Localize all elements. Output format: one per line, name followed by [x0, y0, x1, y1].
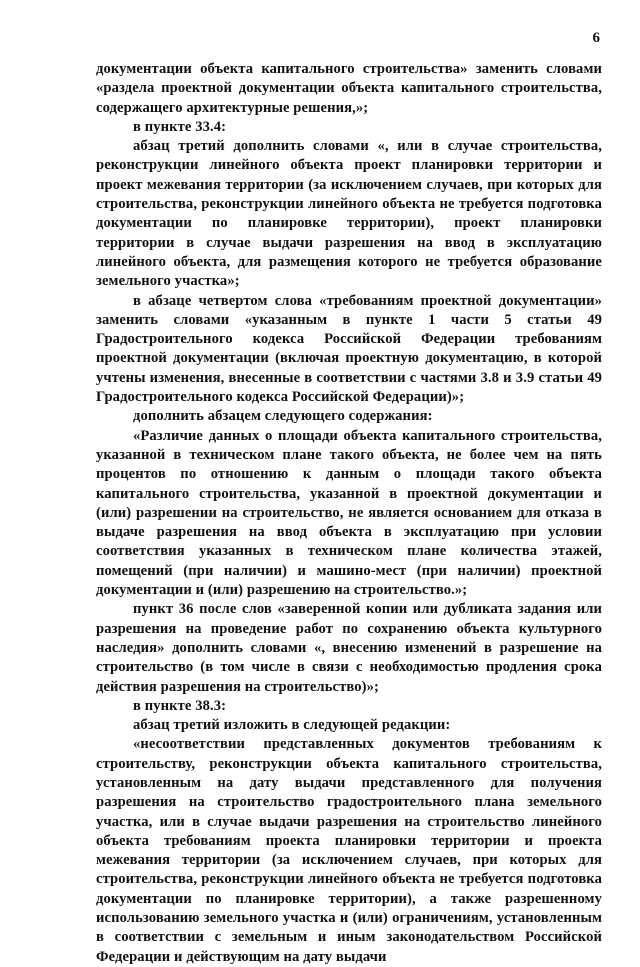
paragraph-new-edition-text: «несоответствии представленных документов требованиям к строительству, реконструкции объекта капитального строительства, установленным на дату выдачи представленного для получения разрешения на строительство градостроительного плана земельного участка, или в случае выдачи разрешения на строительство линейного объекта требованиям проекта планировки территории и проекта межевания территории (за исключением случаев, при которых для строительства, реконструкции линейного объекта не требуется подготовка документации по планировке территории), а также разрешенному использованию земельного участка и (или) ограничениям, установленным в соответствии с земельным и иным законодательством Российской Федерации и действующим на дату выдачи: [96, 736, 602, 965]
paragraph-point-33-4: в пункте 33.4:: [133, 118, 227, 135]
paragraph-add-abzac: дополнить абзацем следующего содержания:: [133, 408, 433, 425]
paragraph-amend-abzac-3: абзац третий дополнить словами «, или в случае строительства, реконструкции линейного объекта проект планировки территории и проект межевания территории (за исключением случаев, при которых для строительства, реконструкции линейного объекта не требуется подготовка документации по планировке территории), проект планировки территории в случае выдачи разрешения на ввод в эксплуатацию линейного объекта, для размещения которого не требуется образование земельного участка»;: [96, 138, 602, 290]
paragraph-abzac-3-new-edition: абзац третий изложить в следующей редакции:: [133, 717, 451, 734]
paragraph-continuation: документации объекта капитального строительства» заменить словами «раздела проектной документации объекта капитального строительства, содержащего архитектурные решения,»;: [96, 61, 602, 116]
document-body: [96, 60, 602, 967]
paragraph-amend-abzac-4: в абзаце четвертом слова «требованиям проектной документации» заменить словами «указанным в пункте 1 части 5 статьи 49 Градостроительного кодекса Российской Федерации требованиям проектной документации (включая проектную документацию, в которой учтены изменения, внесенные в соответствии с частями 3.8 и 3.9 статьи 49 Градостроительного кодекса Российской Федерации)»;: [96, 292, 602, 406]
paragraph-new-abzac-text: «Различие данных о площади объекта капитального строительства, указанной в техническом плане такого объекта, не более чем на пять процентов по отношению к данным о площади такого объекта капитального строительства, указанной в проектной документации и (или) разрешении на строительство, не является основанием для отказа в выдаче разрешения на ввод объекта в эксплуатацию при условии соответствия указанных в техническом плане количества этажей, помещений (при наличии) и машино-мест (при наличии) проектной документации и (или) разрешению на строительство.»;: [96, 427, 602, 599]
page-number: 6: [592, 30, 600, 46]
paragraph-point-36: пункт 36 после слов «заверенной копии или дубликата задания или разрешения на проведение работ по сохранению объекта культурного наследия» дополнить словами «, внесению изменений в разрешение на строительство (в том числе в связи с необходимостью продления срока действия разрешения на строительство)»;: [96, 601, 602, 695]
paragraph-point-38-3: в пункте 38.3:: [133, 697, 227, 714]
